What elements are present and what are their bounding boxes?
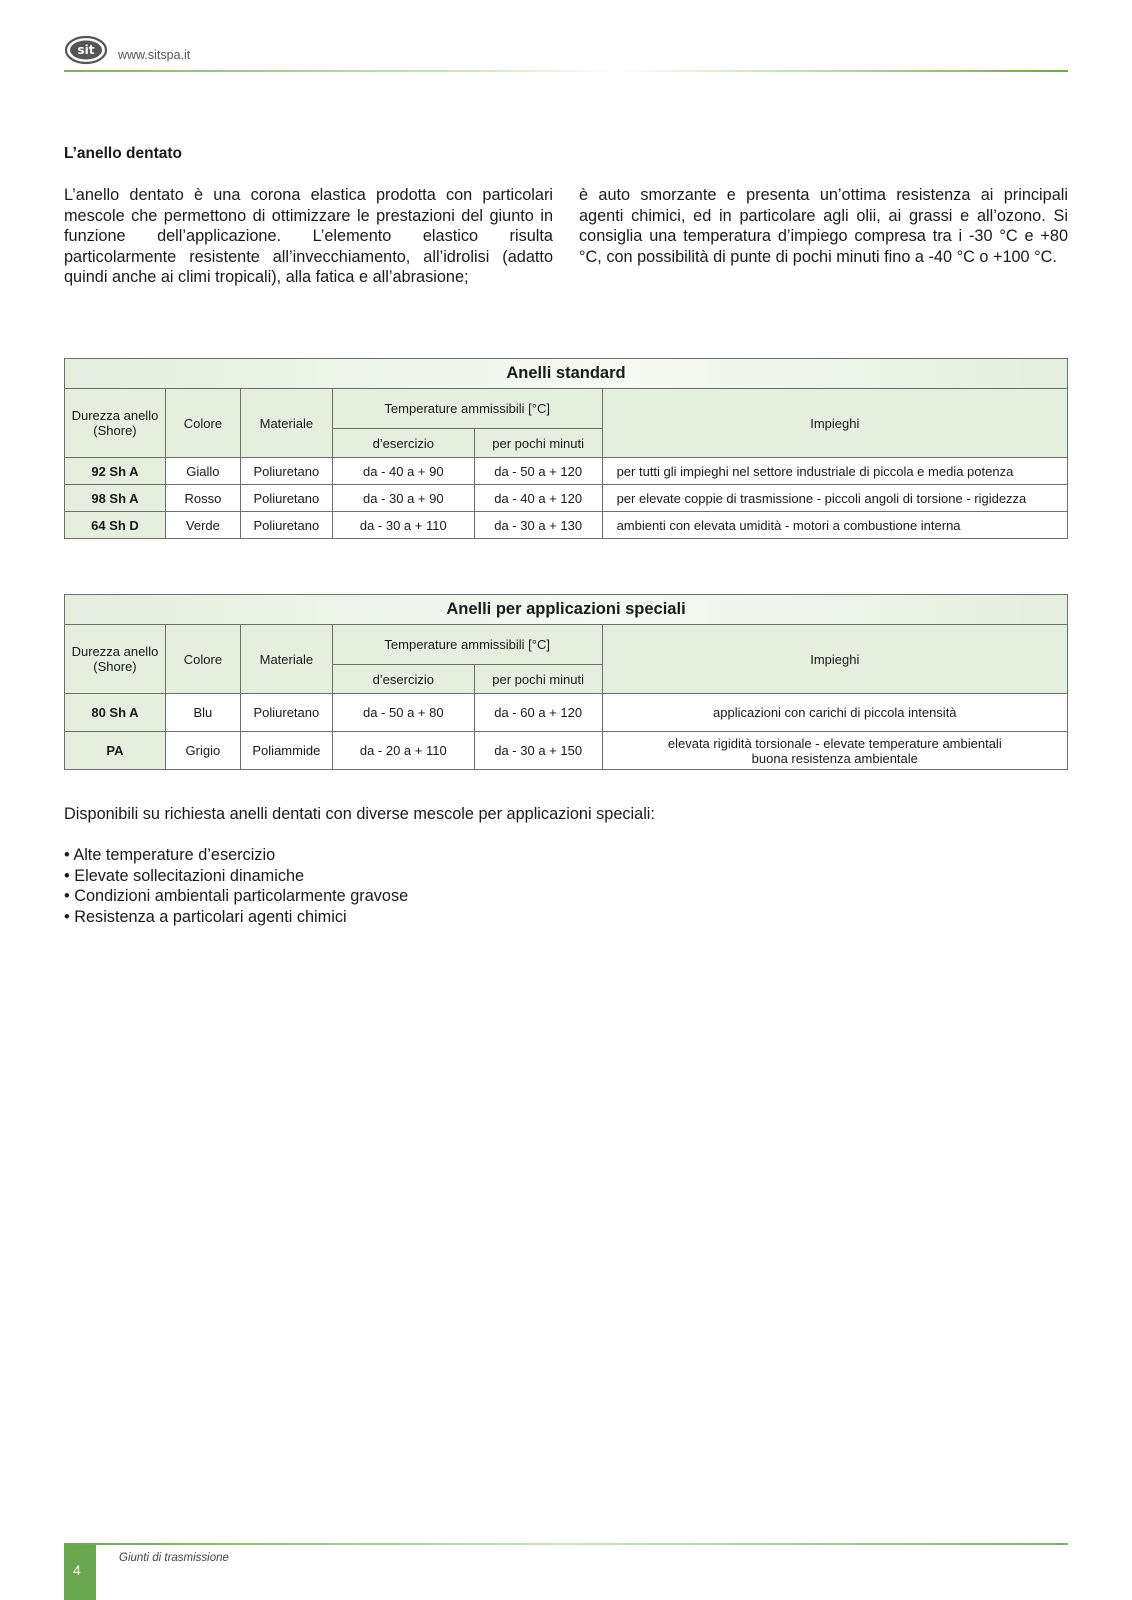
section-title: L’anello dentato	[64, 145, 182, 162]
header-pochi-minuti: per pochi minuti	[474, 665, 602, 694]
list-item: • Alte temperature d’esercizio	[64, 845, 408, 866]
table-title: Anelli per applicazioni speciali	[65, 595, 1068, 625]
cell-esercizio: da - 30 a + 110	[332, 512, 474, 539]
cell-impieghi: applicazioni con carichi di piccola intensità	[602, 694, 1067, 732]
special-applications-list	[64, 845, 408, 927]
table-row	[65, 458, 1068, 485]
header-impieghi: Impieghi	[602, 625, 1067, 694]
sit-logo	[64, 34, 108, 66]
table-row	[65, 485, 1068, 512]
cell-colore: Grigio	[165, 732, 240, 770]
cell-esercizio: da - 40 a + 90	[332, 458, 474, 485]
page-number: 4	[73, 1562, 81, 1578]
cell-pochi-minuti: da - 40 a + 120	[474, 485, 602, 512]
cell-pochi-minuti: da - 60 a + 120	[474, 694, 602, 732]
header-impieghi: Impieghi	[602, 389, 1067, 458]
list-item: • Condizioni ambientali particolarmente gravose	[64, 886, 408, 907]
table-header-row	[65, 389, 1068, 429]
header-esercizio: d’esercizio	[332, 429, 474, 458]
header-temperature: Temperature ammissibili [°C]	[332, 389, 602, 429]
header-durezza: Durezza anello (Shore)	[65, 625, 166, 694]
header-divider	[64, 70, 1068, 72]
intro-column-left: L’anello dentato è una corona elastica prodotta con particolari mescole che permettono di ottimizzare le prestazioni del giunto in funzione dell’applicazione. L’elemento elastico risulta particolarmente resistente all’invecchiamento, all’idrolisi (adatto quindi anche ai climi tropicali), alla fatica e all’abrasione;	[64, 186, 553, 287]
impieghi-line-2: buona resistenza ambientale	[751, 750, 918, 766]
cell-materiale: Poliuretano	[240, 694, 332, 732]
table-title-row	[65, 595, 1068, 625]
cell-materiale: Poliuretano	[240, 485, 332, 512]
header-pochi-minuti: per pochi minuti	[474, 429, 602, 458]
footer-title: Giunti di trasmissione	[119, 1552, 229, 1564]
cell-esercizio: da - 20 a + 110	[332, 732, 474, 770]
header-colore: Colore	[165, 389, 240, 458]
table-row	[65, 512, 1068, 539]
cell-colore: Blu	[165, 694, 240, 732]
site-url[interactable]: www.sitspa.it	[118, 48, 191, 62]
cell-pochi-minuti: da - 30 a + 130	[474, 512, 602, 539]
header-temperature: Temperature ammissibili [°C]	[332, 625, 602, 665]
header-esercizio: d’esercizio	[332, 665, 474, 694]
cell-materiale: Poliuretano	[240, 458, 332, 485]
header-materiale: Materiale	[240, 389, 332, 458]
cell-pochi-minuti: da - 30 a + 150	[474, 732, 602, 770]
cell-esercizio: da - 50 a + 80	[332, 694, 474, 732]
header-durezza: Durezza anello (Shore)	[65, 389, 166, 458]
cell-impieghi	[602, 732, 1067, 770]
table-header-row	[65, 625, 1068, 665]
list-item: • Elevate sollecitazioni dinamiche	[64, 866, 408, 887]
cell-durezza: PA	[65, 732, 166, 770]
table-speciali	[64, 594, 1068, 770]
availability-note: Disponibili su richiesta anelli dentati con diverse mescole per applicazioni speciali:	[64, 805, 655, 823]
header-materiale: Materiale	[240, 625, 332, 694]
page-number-tab	[64, 1545, 96, 1600]
cell-impieghi: ambienti con elevata umidità - motori a combustione interna	[602, 512, 1067, 539]
table-title: Anelli standard	[65, 359, 1068, 389]
cell-materiale: Poliuretano	[240, 512, 332, 539]
cell-durezza: 98 Sh A	[65, 485, 166, 512]
cell-colore: Rosso	[165, 485, 240, 512]
table-title-row	[65, 359, 1068, 389]
page-header	[64, 32, 1068, 72]
cell-durezza: 64 Sh D	[65, 512, 166, 539]
cell-impieghi: per elevate coppie di trasmissione - piccoli angoli di torsione - rigidezza	[602, 485, 1067, 512]
list-item: • Resistenza a particolari agenti chimici	[64, 907, 408, 928]
impieghi-line-1: elevata rigidità torsionale - elevate temperature ambientali	[667, 735, 1002, 751]
cell-materiale: Poliammide	[240, 732, 332, 770]
cell-durezza: 92 Sh A	[65, 458, 166, 485]
table-row	[65, 732, 1068, 770]
cell-impieghi: per tutti gli impieghi nel settore industriale di piccola e media potenza	[602, 458, 1067, 485]
cell-durezza: 80 Sh A	[65, 694, 166, 732]
cell-colore: Verde	[165, 512, 240, 539]
table-row	[65, 694, 1068, 732]
footer-divider	[64, 1543, 1068, 1545]
cell-pochi-minuti: da - 50 a + 120	[474, 458, 602, 485]
cell-esercizio: da - 30 a + 90	[332, 485, 474, 512]
header-colore: Colore	[165, 625, 240, 694]
table-standard	[64, 358, 1068, 539]
logo-text: sit	[77, 43, 95, 57]
intro-column-right: è auto smorzante e presenta un’ottima resistenza ai principali agenti chimici, ed in particolare agli olii, ai grassi e all’ozono. Si consiglia una temperatura d’impiego compresa tra i -30 °C e +80 °C, con possibilità di punte di pochi minuti fino a -40 °C o +100 °C.	[579, 186, 1068, 266]
cell-colore: Giallo	[165, 458, 240, 485]
